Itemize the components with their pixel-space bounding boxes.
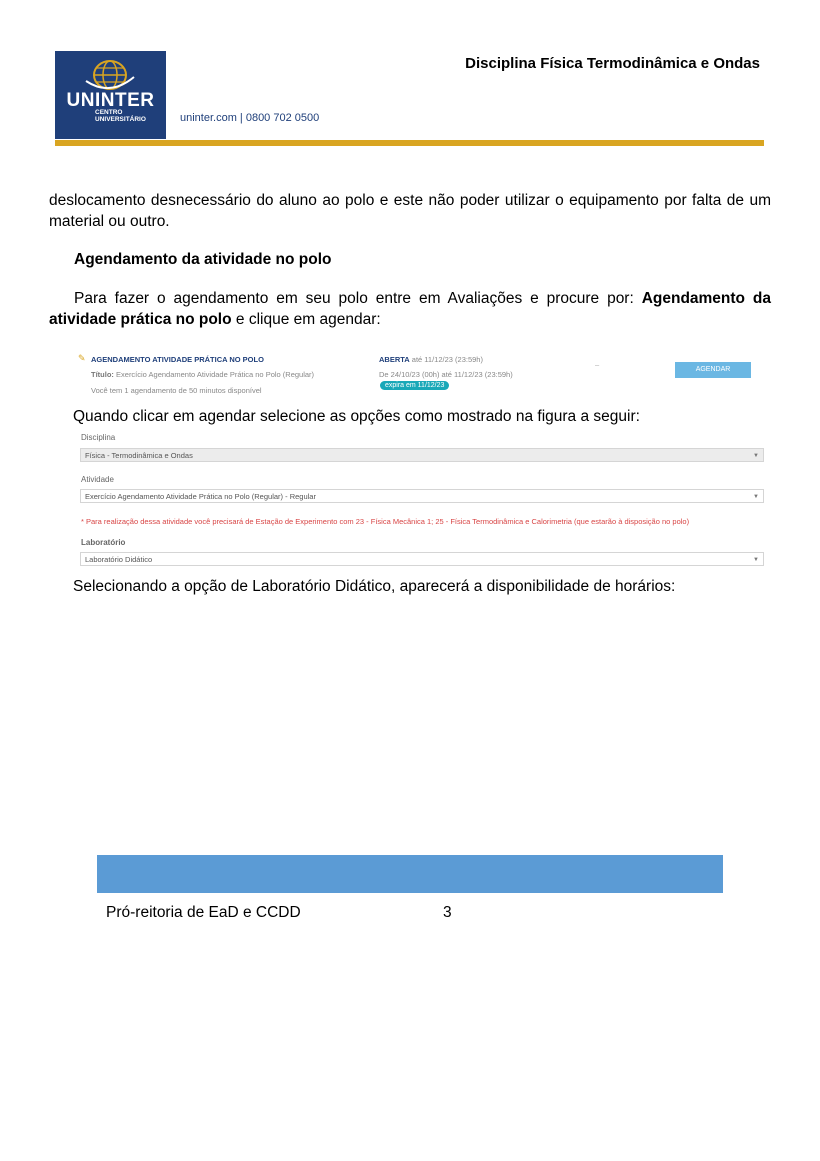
card-info: Você tem 1 agendamento de 50 minutos disponível: [91, 386, 262, 395]
page-number: 3: [443, 904, 452, 921]
agendar-button[interactable]: AGENDAR: [675, 362, 751, 378]
footer-text: Pró-reitoria de EaD e CCDD: [106, 904, 301, 921]
paragraph-4: Selecionando a opção de Laboratório Didático, aparecerá a disponibilidade de horários:: [73, 578, 676, 595]
separator: –: [595, 360, 600, 369]
chevron-down-icon: ▼: [753, 494, 759, 500]
section-title: Agendamento da atividade no polo: [74, 251, 332, 268]
uninter-logo: [55, 51, 166, 139]
paragraph-3: Quando clicar em agendar selecione as opções como mostrado na figura a seguir:: [73, 408, 640, 425]
card-status: ABERTA até 11/12/23 (23:59h): [379, 355, 483, 364]
atividade-select[interactable]: Exercício Agendamento Atividade Prática no Polo (Regular) - Regular ▼: [80, 489, 764, 503]
footer-bar: [97, 855, 723, 893]
chevron-down-icon: ▼: [753, 453, 759, 459]
expira-badge: expira em 11/12/23: [380, 381, 449, 390]
chevron-down-icon: ▼: [753, 557, 759, 563]
logo-name: UNINTER: [66, 90, 155, 111]
paragraph-2-bold: Agendamento da atividade prática no polo: [49, 290, 772, 328]
laboratorio-label: Laboratório: [81, 538, 126, 547]
atividade-label: Atividade: [81, 475, 114, 484]
agendamento-form: [78, 432, 766, 572]
card-dates: De 24/10/23 (00h) até 11/12/23 (23:59h): [379, 370, 513, 379]
paragraph-1: deslocamento desnecessário do aluno ao polo e este não poder utilizar o equipamento por falta de um material ou outro.: [49, 192, 771, 230]
laboratorio-select[interactable]: Laboratório Didático ▼: [80, 552, 764, 566]
disciplina-label: Disciplina: [81, 433, 116, 442]
contact-info: uninter.com | 0800 702 0500: [180, 112, 320, 124]
card-title: AGENDAMENTO ATIVIDADE PRÁTICA NO POLO: [91, 355, 264, 364]
paragraph-2: Para fazer o agendamento em seu polo entre em Avaliações e procure por: Agendamento da atividade prática no polo e clique em agendar:: [49, 290, 772, 328]
agendamento-card: [78, 352, 758, 400]
warning-text: * Para realização dessa atividade você precisará de Estação de Experimento com 23 - Física Mecânica 1; 25 - Física Termodinâmica e Calorimetria (que estarão à disposição no polo): [81, 517, 690, 526]
header-divider: [55, 140, 764, 146]
disciplina-select[interactable]: Física - Termodinâmica e Ondas ▼: [80, 448, 764, 462]
card-titulo: Título: Exercício Agendamento Atividade Prática no Polo (Regular): [91, 370, 315, 379]
logo-subtitle: CENTRO UNIVERSITÁRIO: [95, 109, 146, 123]
pencil-icon: ✎: [78, 353, 86, 363]
header-title: Disciplina Física Termodinâmica e Ondas: [465, 55, 760, 72]
